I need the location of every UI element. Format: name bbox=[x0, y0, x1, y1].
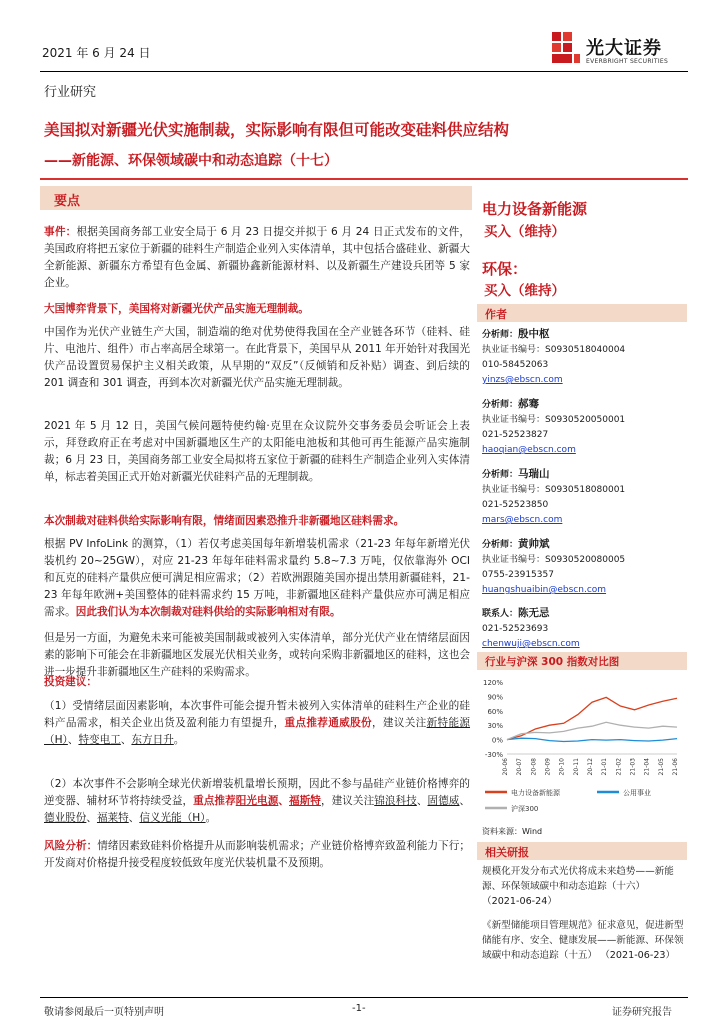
stock-link[interactable]: 德业股份 bbox=[44, 812, 87, 824]
logo-text-cn: 光大证券 bbox=[586, 38, 662, 59]
header-divider bbox=[40, 71, 688, 72]
legend-label: 沪深300 bbox=[511, 805, 539, 813]
related-header-bar bbox=[477, 842, 687, 860]
analyst-name: 殷中枢 bbox=[518, 328, 550, 340]
event-text: 根据美国商务部工业安全局于 6 月 23 日提交并拟于 6 月 24 日正式发布的文件，美国政府将把五家位于新疆的硅料生产制造企业列入实体清单，其中包括合盛硅业、新疆大全新能源、新疆东方希望有色金属、新疆协鑫新能源材料、以及新疆生产建设兵团等 5 家企业。 bbox=[44, 226, 470, 289]
x-tick-label: 20-11 bbox=[572, 758, 580, 776]
legend-label: 公用事业 bbox=[623, 789, 651, 797]
sentiment-paragraph: 但是另一方面，为避免未来可能被美国制裁或被列入实体清单，部分光伏产业在情绪层面因素的影响下可能会在非新疆地区发展光伏相关业务，或转向采购非新疆地区的硅料，这也会进一步提升非新疆地区生产硅料的采购需求。 bbox=[44, 632, 470, 678]
report-title: 美国拟对新疆光伏实施制裁，实际影响有限但可能改变硅料供应结构 bbox=[44, 121, 510, 139]
analyst-block: 分析师：黄帅斌 执业证书编号：S0930520080005 0755-23915357 huangshuaibin@ebscn.com bbox=[482, 537, 686, 598]
stock-link[interactable]: 信义光能（H） bbox=[139, 812, 206, 824]
related-report-date: （2021-06-23） bbox=[600, 950, 676, 961]
analyst-name: 黄帅斌 bbox=[518, 538, 550, 550]
analyst-name: 郝骞 bbox=[518, 398, 540, 410]
report-date: 2021 年 6 月 24 日 bbox=[42, 46, 151, 60]
authors-header-bar bbox=[477, 304, 687, 322]
footer-disclaimer: 敬请参阅最后一页特别声明 bbox=[44, 1007, 164, 1018]
stock-link[interactable]: 东方日升 bbox=[131, 734, 174, 746]
chart-source: 资料来源：Wind bbox=[482, 827, 543, 836]
rating-2: 买入（维持） bbox=[484, 283, 565, 299]
related-report-date: （2021-06-24） bbox=[482, 896, 557, 907]
x-tick-label: 20-12 bbox=[587, 758, 594, 776]
y-tick-label: 30% bbox=[487, 722, 503, 731]
impact-conclusion: 因此我们认为本次制裁对硅料供给的实际影响相对有限。 bbox=[75, 606, 341, 618]
section-heading-background: 大国博弈背景下，美国将对新疆光伏产品实施无理制裁。 bbox=[44, 303, 309, 315]
contact-block: 联系人：陈无忌 021-52523693 chenwuji@ebscn.com bbox=[482, 606, 686, 652]
related-report-title[interactable]: 规模化开发分布式光伏将成未来趋势——新能源、环保领域碳中和动态追踪（十六） bbox=[482, 866, 674, 892]
top-pick-1: 重点推荐通威股份 bbox=[284, 717, 372, 729]
legend-label: 电力设备新能源 bbox=[511, 789, 560, 797]
stock-link[interactable]: 锦浪科技 bbox=[374, 795, 417, 807]
y-tick-label: 60% bbox=[487, 707, 503, 716]
footer-doc-type: 证券研究报告 bbox=[612, 1007, 672, 1018]
related-report-title[interactable]: 《新型储能项目管理规范》征求意见，促进新型储能有序、安全、健康发展——新能源、环保领域碳中和动态追踪（十五） bbox=[482, 920, 684, 961]
title-divider bbox=[40, 178, 688, 180]
y-tick-label: -30% bbox=[484, 751, 503, 759]
x-tick-label: 21-04 bbox=[643, 758, 651, 776]
risk-paragraph: 风险分析：情绪因素致硅料价格提升从而影响装机需求；产业链价格博弈致盈利能力下行；开发商对价格提升接受程度较低致年度光伏装机量不及预期。 bbox=[44, 840, 471, 869]
stock-link[interactable]: 新特能源（H） bbox=[44, 717, 471, 746]
related-report[interactable] bbox=[482, 918, 686, 963]
analyst-email[interactable]: huangshuaibin@ebscn.com bbox=[482, 585, 607, 595]
sector-2: 环保： bbox=[482, 260, 528, 278]
investment-item-1: （1）受情绪层面因素影响，本次事件可能会提升暂未被列入实体清单的硅料生产企业的硅料产品需求，相关企业出货及盈利能力有望提升，重点推荐通威股份，建议关注新特能源（H）、特变电工、东方日升。 bbox=[44, 700, 471, 746]
analyst-name: 马瑞山 bbox=[518, 468, 550, 480]
stock-link[interactable]: 特变电工 bbox=[78, 734, 121, 746]
stock-link[interactable]: 福莱特 bbox=[96, 812, 129, 824]
x-tick-label: 20-06 bbox=[502, 758, 509, 776]
analyst-block: 分析师：殷中枢 执业证书编号：S0930518040004 010-58452063 yinzs@ebscn.com bbox=[482, 327, 686, 388]
x-tick-label: 21-06 bbox=[672, 758, 679, 776]
contact-email[interactable]: chenwuji@ebscn.com bbox=[482, 639, 580, 649]
event-paragraph bbox=[44, 224, 470, 292]
logo-text-en: EVERBRIGHT SECURITIES bbox=[586, 58, 669, 65]
x-tick-label: 20-07 bbox=[516, 758, 524, 776]
x-tick-label: 21-05 bbox=[657, 758, 665, 776]
analyst-block: 分析师：郝骞 执业证书编号：S0930520050001 021-52523827 haoqian@ebscn.com bbox=[482, 397, 686, 458]
x-tick-label: 21-01 bbox=[601, 758, 609, 776]
keypoints-header-bar bbox=[40, 186, 472, 210]
analyst-email[interactable]: mars@ebscn.com bbox=[482, 515, 563, 525]
report-category: 行业研究 bbox=[44, 85, 97, 100]
keypoints-label: 要点 bbox=[54, 194, 81, 209]
report-subtitle: ——新能源、环保领域碳中和动态追踪（十七） bbox=[44, 153, 338, 169]
x-tick-label: 21-02 bbox=[615, 758, 623, 776]
top-pick-stock[interactable]: 福斯特 bbox=[289, 795, 321, 807]
series-line bbox=[507, 738, 677, 741]
x-tick-label: 20-10 bbox=[558, 758, 566, 776]
footer-divider bbox=[40, 997, 688, 998]
x-tick-label: 20-09 bbox=[544, 758, 552, 776]
page-number: -1- bbox=[352, 1003, 366, 1014]
related-label: 相关研报 bbox=[485, 846, 529, 859]
x-tick-label: 21-03 bbox=[629, 758, 637, 776]
y-tick-label: 0% bbox=[491, 736, 503, 745]
event-label: 事件： bbox=[44, 226, 77, 238]
contact-name: 陈无忌 bbox=[518, 607, 550, 619]
top-pick-stock[interactable]: 阳光电源 bbox=[235, 795, 279, 807]
analyst-email[interactable]: haoqian@ebscn.com bbox=[482, 445, 576, 455]
impact-paragraph: 根据 PV InfoLink 的测算，（1）若仅考虑美国每年新增装机需求（21-23 年每年新增光伏装机约 20~25GW），对应 21-23 年每年硅料需求量约 5.8~7.3 万吨，仅依靠海外 OCI 和瓦克的硅料产量供应便可满足相应需求；（2）若欧洲跟随美国亦提出禁用新疆硅料，21-23 年每年欧洲+美国整体的硅料需求约 15 万吨，非新疆地区硅料产量供应亦可满足相应需求。因此我们认为本次制裁对硅料供给的实际影响相对有限。 bbox=[44, 538, 470, 618]
analyst-block: 分析师：马瑞山 执业证书编号：S0930518080001 021-52523850 mars@ebscn.com bbox=[482, 467, 686, 528]
performance-chart bbox=[477, 674, 687, 826]
related-report[interactable] bbox=[482, 864, 686, 909]
sector-1: 电力设备新能源 bbox=[482, 200, 588, 218]
y-tick-label: 90% bbox=[487, 693, 503, 702]
logo-icon bbox=[548, 30, 582, 70]
chart-title: 行业与沪深 300 指数对比图 bbox=[485, 656, 620, 668]
analyst-email[interactable]: yinzs@ebscn.com bbox=[482, 375, 563, 385]
timeline-paragraph: 2021 年 5 月 12 日，美国气候问题特使约翰·克里在众议院外交事务委员会听证会上表示，拜登政府正在考虑对中国新疆地区生产的太阳能电池板和其他可再生能源产品实施制裁；6 月 23 日，美国商务部工业安全局拟将五家位于新疆的硅料生产制造企业列入实体清单，标志着美国正式开始对新疆光伏硅料产品的无理制裁。 bbox=[44, 420, 470, 483]
x-tick-label: 20-08 bbox=[530, 758, 538, 776]
investment-item-2: （2）本次事件不会影响全球光伏新增装机量增长预期，因此不参与晶硅产业链价格博弈的逆变器、辅材环节将持续受益，重点推荐阳光电源、福斯特，建议关注锦浪科技、固德威、德业股份、福莱特、信义光能（H）。 bbox=[44, 778, 471, 824]
company-logo bbox=[548, 30, 688, 74]
section-heading-investment: 投资建议： bbox=[44, 676, 97, 688]
background-paragraph: 中国作为光伏产业链生产大国，制造端的绝对优势使得我国在全产业链各环节（硅料、硅片、电池片、组件）市占率高居全球第一。在此背景下，美国早从 2011 年开始针对我国光伏产品设置贸易保护主义相关政策，从早期的“双反”（反倾销和反补贴）调查、到后续的 201 调查和 301 调查，再到本次对新疆光伏产品实施无理制裁。 bbox=[44, 326, 470, 389]
risk-label: 风险分析： bbox=[44, 840, 98, 852]
chart-header-bar bbox=[477, 652, 687, 670]
stock-link[interactable]: 固德威 bbox=[427, 795, 460, 807]
y-tick-label: 120% bbox=[482, 679, 503, 687]
section-heading-impact: 本次制裁对硅料供给实际影响有限，情绪面因素恐推升非新疆地区硅料需求。 bbox=[44, 515, 405, 527]
rating-1: 买入（维持） bbox=[484, 224, 565, 240]
authors-label: 作者 bbox=[485, 308, 507, 321]
